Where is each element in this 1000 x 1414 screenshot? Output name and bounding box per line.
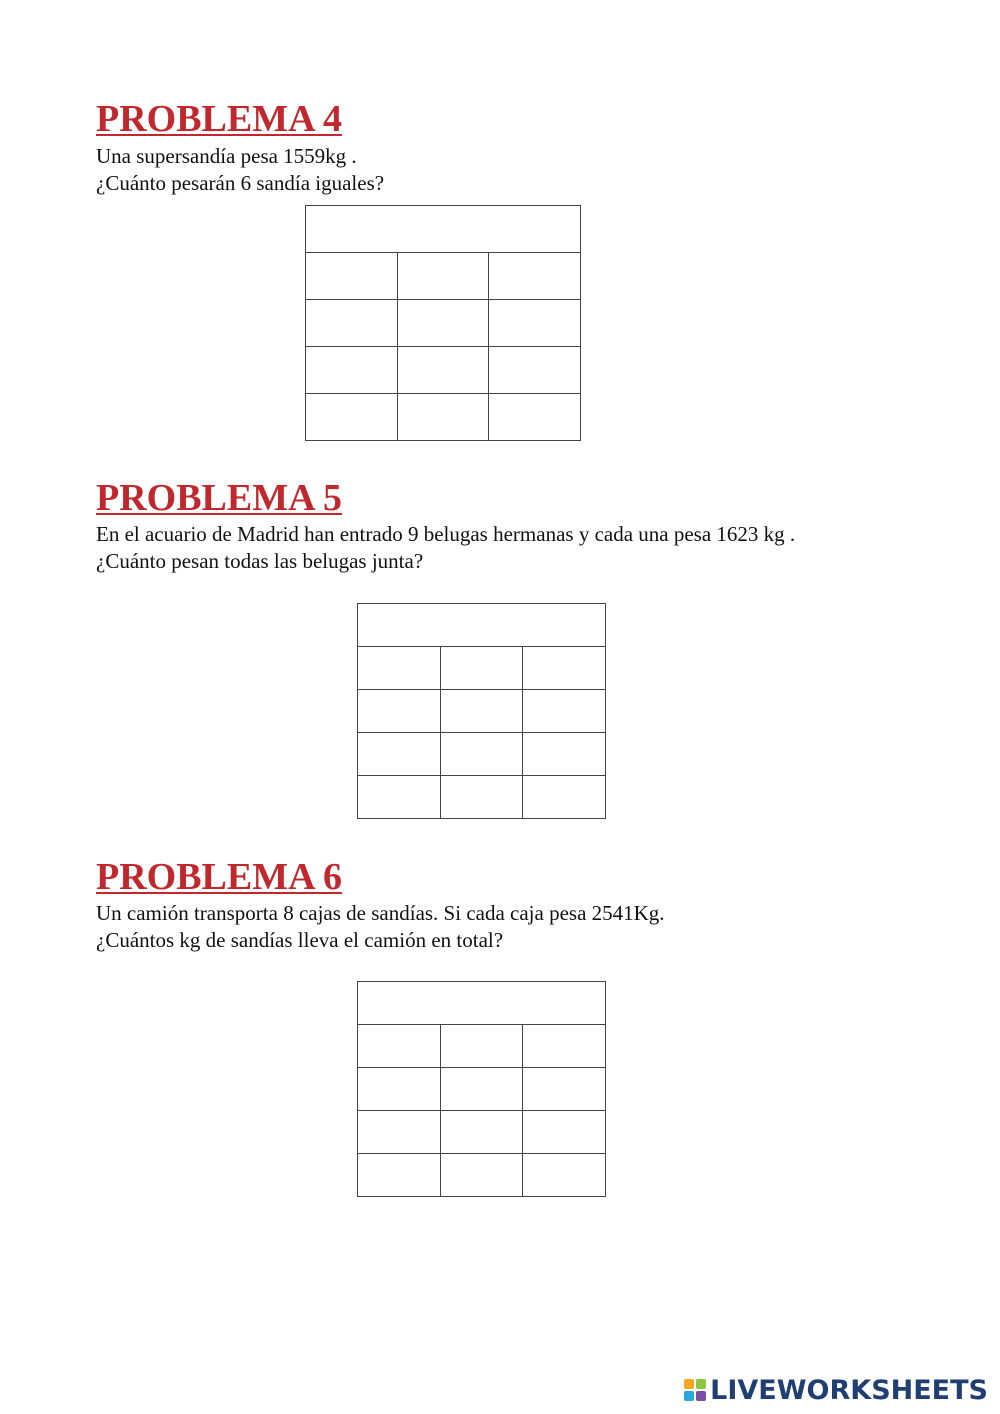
answer-cell[interactable]	[397, 347, 489, 394]
answer-header-cell[interactable]	[358, 604, 606, 647]
answer-cell[interactable]	[306, 347, 398, 394]
answer-cell[interactable]	[440, 647, 523, 690]
problem-5-answer-grid	[357, 603, 606, 819]
answer-cell[interactable]	[489, 253, 581, 300]
answer-cell[interactable]	[358, 776, 441, 819]
answer-cell[interactable]	[397, 300, 489, 347]
answer-cell[interactable]	[440, 733, 523, 776]
answer-cell[interactable]	[489, 347, 581, 394]
answer-cell[interactable]	[489, 394, 581, 441]
answer-cell[interactable]	[440, 690, 523, 733]
problem-5-line-1: En el acuario de Madrid han entrado 9 belugas hermanas y cada una pesa 1623 kg .	[96, 522, 796, 546]
answer-cell[interactable]	[489, 300, 581, 347]
answer-cell[interactable]	[523, 1025, 606, 1068]
problem-5-text	[96, 521, 795, 575]
problem-4-answer-grid	[305, 205, 581, 441]
answer-cell[interactable]	[358, 1111, 441, 1154]
problem-5-line-2: ¿Cuánto pesan todas las belugas junta?	[96, 549, 424, 573]
answer-cell[interactable]	[523, 1111, 606, 1154]
answer-cell[interactable]	[358, 1025, 441, 1068]
answer-cell[interactable]	[306, 300, 398, 347]
answer-cell[interactable]	[523, 1068, 606, 1111]
problem-4-line-2: ¿Cuánto pesarán 6 sandía iguales?	[96, 171, 385, 195]
answer-cell[interactable]	[523, 690, 606, 733]
answer-cell[interactable]	[397, 253, 489, 300]
answer-cell[interactable]	[440, 1154, 523, 1197]
answer-cell[interactable]	[440, 1068, 523, 1111]
answer-cell[interactable]	[440, 776, 523, 819]
brand-name: LIVEWORKSHEETS	[710, 1374, 988, 1406]
problem-6-answer-grid	[357, 981, 606, 1197]
problem-4-line-1: Una supersandía pesa 1559kg .	[96, 144, 357, 168]
answer-cell[interactable]	[358, 1068, 441, 1111]
answer-cell[interactable]	[358, 733, 441, 776]
answer-cell[interactable]	[358, 690, 441, 733]
answer-header-cell[interactable]	[358, 982, 606, 1025]
answer-cell[interactable]	[440, 1111, 523, 1154]
answer-cell[interactable]	[358, 1154, 441, 1197]
answer-cell[interactable]	[523, 733, 606, 776]
answer-header-cell[interactable]	[306, 206, 581, 253]
answer-cell[interactable]	[306, 394, 398, 441]
problem-4-text	[96, 143, 384, 197]
liveworksheets-brand	[684, 1372, 988, 1408]
answer-cell[interactable]	[306, 253, 398, 300]
answer-cell[interactable]	[523, 647, 606, 690]
answer-cell[interactable]	[358, 647, 441, 690]
problem-6-line-2: ¿Cuántos kg de sandías lleva el camión en total?	[96, 928, 504, 952]
problem-5-title: PROBLEMA 5	[96, 477, 342, 519]
liveworksheets-logo-icon	[684, 1379, 706, 1401]
answer-cell[interactable]	[397, 394, 489, 441]
problem-6-text	[96, 900, 665, 954]
answer-cell[interactable]	[523, 1154, 606, 1197]
problem-6-line-1: Un camión transporta 8 cajas de sandías. Si cada caja pesa 2541Kg.	[96, 901, 665, 925]
problem-4-title: PROBLEMA 4	[96, 98, 342, 140]
answer-cell[interactable]	[440, 1025, 523, 1068]
problem-6-title: PROBLEMA 6	[96, 856, 342, 898]
answer-cell[interactable]	[523, 776, 606, 819]
